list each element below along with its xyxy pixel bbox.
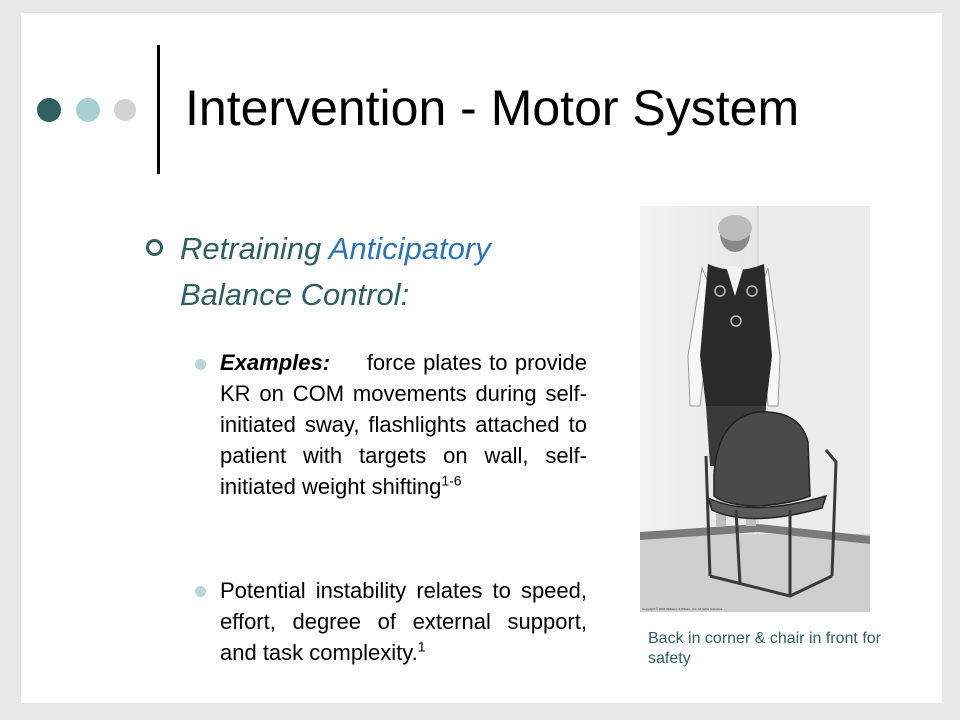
heading-part-2: Balance Control:: [180, 277, 410, 312]
instability-text: Potential instability relates to speed, effort, degree of external support, and task complexity.: [220, 578, 587, 665]
bullet-dot-icon: [195, 359, 206, 370]
photo-illustration: [640, 206, 870, 612]
title-divider: [157, 45, 160, 174]
section-heading: [180, 226, 600, 318]
bullet-dot-icon: [195, 586, 206, 597]
examples-text: force plates to provide KR on COM movements during self-initiated sway, flashlights attached to patient with targets on wall, self-initiated weight shifting: [220, 350, 594, 499]
decor-dot-light: [76, 98, 100, 122]
instability-citation: 1: [417, 638, 426, 655]
bullet-instability: [220, 575, 587, 668]
examples-citation: 1-6: [441, 472, 462, 489]
photo-caption: Back in corner & chair in front for safety: [648, 630, 881, 667]
examples-label: Examples:: [220, 350, 331, 375]
decor-dot-dark: [37, 98, 61, 122]
slide: [21, 13, 942, 703]
ring-bullet-icon: [146, 239, 163, 256]
heading-accent: Anticipatory: [328, 231, 491, 266]
slide-title: Intervention - Motor System: [185, 80, 800, 136]
decor-dot-gray: [114, 99, 136, 121]
photo-copyright: Copyright © 2001 Williams & Wilkins, Inc. All rights reserved.: [642, 607, 723, 611]
bullet-examples: [220, 347, 594, 502]
patient-chair-photo: [640, 206, 870, 612]
heading-part-1: Retraining: [180, 231, 329, 266]
